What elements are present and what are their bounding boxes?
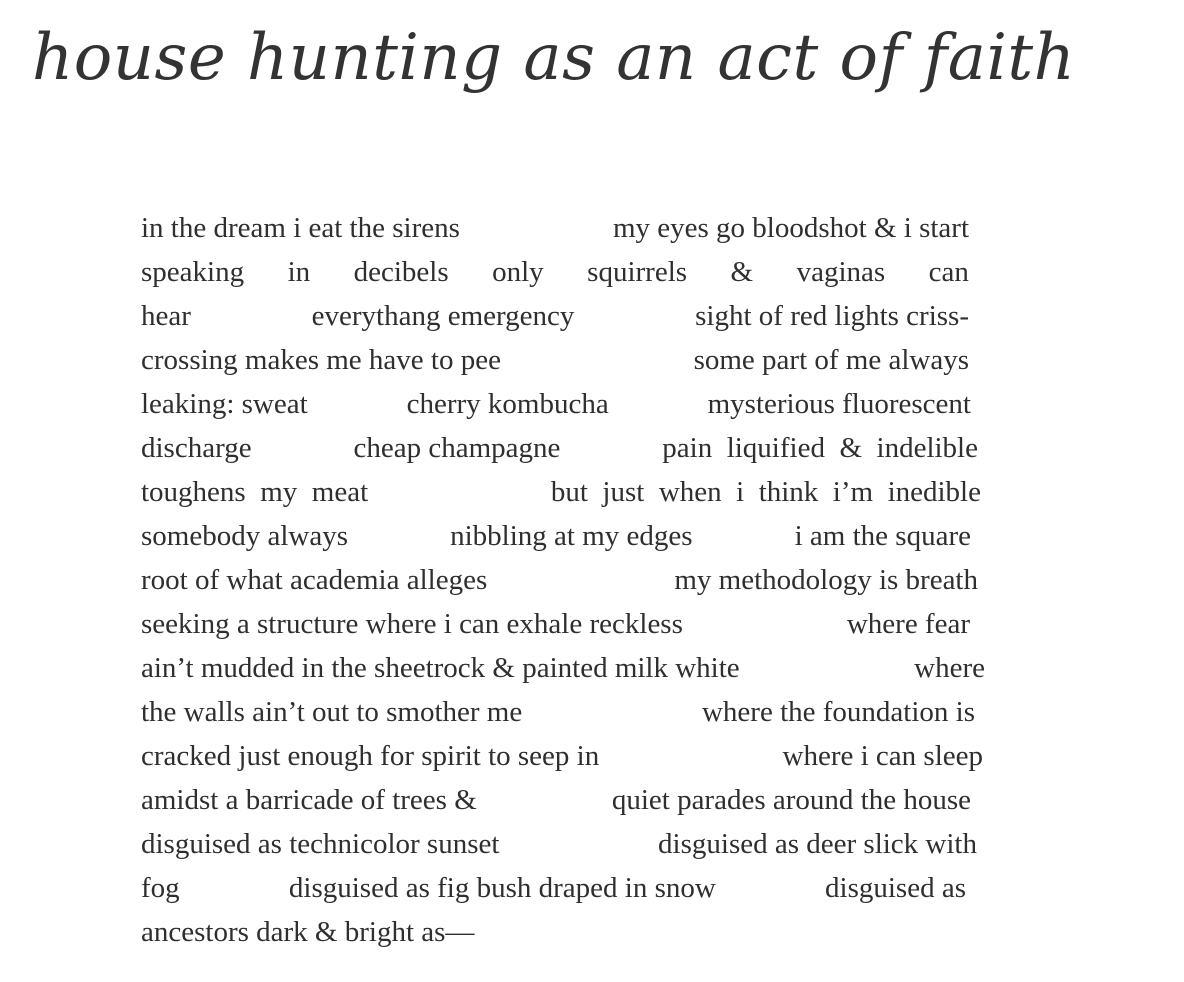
poem-fragment: everythang emergency — [311, 300, 575, 332]
poem-fragment: seeking a structure where i can exhale reckless — [141, 608, 683, 640]
poem-fragment: the walls ain’t out to smother me — [141, 696, 523, 728]
poem-fragment: ain’t mudded in the sheetrock & painted milk white — [141, 652, 740, 684]
poem-line — [141, 470, 981, 514]
poem-line — [141, 646, 985, 690]
poem-fragment: hear — [141, 300, 191, 332]
poem-fragment: amidst a barricade of trees & — [141, 784, 477, 816]
poem-title: house hunting as an act of faith — [32, 21, 1076, 95]
poem-fragment: fog — [141, 872, 180, 904]
poem-line — [141, 602, 970, 646]
poem-word: & — [730, 256, 754, 288]
poem-fragment: mysterious fluorescent — [707, 388, 971, 420]
poem-line — [141, 690, 975, 734]
poem-line — [141, 338, 969, 382]
poem-fragment: somebody always — [141, 520, 348, 552]
poem-fragment: disguised as fig bush draped in snow — [288, 872, 716, 904]
poem-line — [141, 558, 978, 602]
poem-line — [141, 778, 971, 822]
poem-fragment: cheap champagne — [353, 432, 561, 464]
poem-line — [141, 910, 969, 954]
poem-word: speaking — [141, 256, 245, 288]
poem-fragment: where the foundation is — [701, 696, 975, 728]
poem-fragment: my methodology is breath — [674, 564, 978, 596]
poem-line — [141, 514, 971, 558]
poem-fragment: but just when i think i’m inedible — [550, 476, 981, 508]
poem-fragment: i am the square — [794, 520, 971, 552]
poem-fragment: discharge — [141, 432, 252, 464]
poem-fragment: where — [914, 652, 985, 684]
poem-fragment: cracked just enough for spirit to seep in — [141, 740, 600, 772]
poem-word: decibels — [353, 256, 449, 288]
poem-line — [141, 250, 969, 294]
poem-fragment: my eyes go bloodshot & i start — [612, 212, 969, 244]
poem-fragment: toughens my meat — [141, 476, 369, 508]
poem-fragment: leaking: sweat — [141, 388, 308, 420]
poem-fragment: nibbling at my edges — [450, 520, 693, 552]
poem-line — [141, 206, 969, 250]
poem-line — [141, 426, 978, 470]
poem-fragment: root of what academia alleges — [141, 564, 488, 596]
poem-fragment: in the dream i eat the sirens — [141, 212, 460, 244]
poem-fragment: sight of red lights criss- — [695, 300, 969, 332]
poem-word: can — [928, 256, 969, 288]
poem-line — [141, 866, 966, 910]
poem-line — [141, 822, 977, 866]
poem-fragment: cherry kombucha — [406, 388, 609, 420]
poem-word: vaginas — [796, 256, 886, 288]
poem-word: squirrels — [587, 256, 688, 288]
poem-fragment: quiet parades around the house — [611, 784, 971, 816]
poem-fragment: ancestors dark & bright as— — [141, 916, 475, 948]
poem-fragment: some part of me always — [693, 344, 969, 376]
poem-fragment: where i can sleep — [782, 740, 983, 772]
poem-word: only — [492, 256, 544, 288]
poem-fragment: where fear — [846, 608, 970, 640]
poem-fragment: disguised as deer slick with — [658, 828, 977, 860]
poem-line — [141, 734, 983, 778]
poem-body — [141, 206, 991, 954]
poem-line — [141, 294, 969, 338]
poem-line — [141, 382, 971, 426]
poem-fragment: disguised as technicolor sunset — [141, 828, 500, 860]
poem-word: in — [287, 256, 311, 288]
poem-fragment: crossing makes me have to pee — [141, 344, 501, 376]
poem-fragment: pain liquified & indelible — [662, 432, 978, 464]
poem-fragment: disguised as — [825, 872, 966, 904]
